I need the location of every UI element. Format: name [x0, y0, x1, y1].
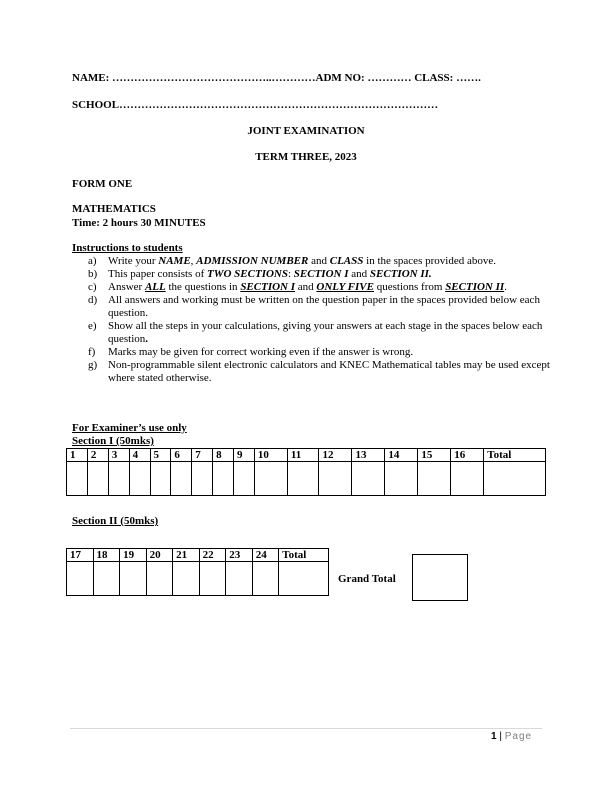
page-word: Page	[504, 731, 533, 742]
section1-score-cell[interactable]	[67, 462, 88, 496]
instruction-text: Show all the steps in your calculations, giving your answers at each stage in the spaces below each question	[108, 320, 543, 345]
exam-title: JOINT EXAMINATION	[247, 125, 365, 137]
section1-label: Section I (50mks)	[72, 435, 154, 447]
section2-header-cell: 22	[199, 549, 226, 562]
section2-header-cell: 23	[226, 549, 253, 562]
section1-header-cell: 13	[352, 449, 385, 462]
section2-score-cell[interactable]	[146, 562, 173, 596]
instruction-marker: a)	[88, 255, 97, 267]
instruction-item	[88, 320, 558, 346]
section2-score-cell[interactable]	[199, 562, 226, 596]
examiner-heading: For Examiner’s use only	[72, 422, 187, 434]
section1-header-cell: 9	[234, 449, 255, 462]
instructions-list	[88, 255, 558, 385]
section2-header-cell: 18	[93, 549, 120, 562]
instruction-text: .	[504, 281, 507, 293]
instruction-text: ADMISSION NUMBER	[196, 255, 309, 267]
section1-score-table	[66, 448, 546, 496]
term-title: TERM THREE, 2023	[255, 151, 357, 163]
section1-header-cell: 7	[192, 449, 213, 462]
section1-header-cell: 10	[254, 449, 287, 462]
name-adm-class-line: NAME: ……………………………………..…………ADM NO: ………… CLASS: …….	[72, 72, 481, 84]
instruction-marker: c)	[88, 281, 97, 293]
instruction-marker: f)	[88, 346, 96, 358]
section1-header-cell: 16	[451, 449, 484, 462]
instruction-text: This paper consists of	[108, 268, 207, 280]
school-line: SCHOOL……………………………………………………………………………	[72, 99, 439, 111]
section1-score-cell[interactable]	[254, 462, 287, 496]
instruction-text: .	[145, 333, 149, 345]
instruction-marker: b)	[88, 268, 98, 280]
section2-score-cell[interactable]	[93, 562, 120, 596]
instruction-text: Answer	[108, 281, 145, 293]
section1-score-cell[interactable]	[87, 462, 108, 496]
section1-header-cell: 6	[171, 449, 192, 462]
section1-header-cell: Total	[484, 449, 546, 462]
section2-score-cell[interactable]	[120, 562, 147, 596]
section2-score-cell[interactable]	[252, 562, 279, 596]
instruction-text: All answers and working must be written on the question paper in the spaces provided below each question.	[108, 294, 540, 319]
section1-header-cell: 3	[108, 449, 129, 462]
section2-score-cell[interactable]	[67, 562, 94, 596]
grand-total-box[interactable]	[412, 554, 468, 601]
section2-header-cell: 17	[67, 549, 94, 562]
section1-header-cell: 8	[213, 449, 234, 462]
section1-score-cell[interactable]	[287, 462, 319, 496]
instruction-item	[88, 268, 558, 281]
instruction-text: ALL	[144, 281, 166, 293]
instruction-text: ,	[190, 255, 197, 267]
instruction-text: SECTION I	[293, 268, 349, 280]
section2-header-cell: Total	[279, 549, 329, 562]
grand-total-label: Grand Total	[338, 573, 396, 585]
time-label: Time: 2 hours 30 MINUTES	[72, 217, 206, 229]
instruction-text: TWO SECTIONS	[206, 268, 288, 280]
section1-score-cell[interactable]	[192, 462, 213, 496]
section1-header-cell: 12	[319, 449, 352, 462]
section1-score-cell[interactable]	[451, 462, 484, 496]
section2-score-table	[66, 548, 329, 596]
instruction-text: Write your	[108, 255, 159, 267]
instruction-marker: e)	[88, 320, 97, 332]
section1-score-cell[interactable]	[418, 462, 451, 496]
section1-score-cell[interactable]	[319, 462, 352, 496]
section1-score-cell[interactable]	[385, 462, 418, 496]
section1-score-cell[interactable]	[234, 462, 255, 496]
section2-score-cell[interactable]	[226, 562, 253, 596]
instructions-heading: Instructions to students	[72, 242, 183, 254]
form-label: FORM ONE	[72, 178, 133, 190]
section2-label: Section II (50mks)	[72, 515, 159, 527]
page-number: 1	[491, 731, 497, 742]
section1-score-cell[interactable]	[484, 462, 546, 496]
instruction-item	[88, 294, 558, 320]
instruction-item	[88, 281, 558, 294]
instruction-text: ONLY FIVE	[316, 281, 374, 293]
instruction-text: SECTION II.	[369, 268, 432, 280]
instruction-text: and	[308, 255, 330, 267]
section1-score-cell[interactable]	[352, 462, 385, 496]
section1-header-cell: 11	[287, 449, 319, 462]
section2-header-cell: 20	[146, 549, 173, 562]
instruction-item	[88, 255, 558, 268]
instruction-item	[88, 359, 558, 385]
page-separator: |	[496, 731, 505, 742]
instruction-text: SECTION II	[445, 281, 505, 293]
section1-score-cell[interactable]	[213, 462, 234, 496]
instruction-marker: d)	[88, 294, 98, 306]
section2-header-cell: 21	[173, 549, 200, 562]
instruction-marker: g)	[88, 359, 98, 371]
instruction-text: the questions in	[165, 281, 241, 293]
footer-rule	[70, 728, 542, 729]
section1-score-cell[interactable]	[171, 462, 192, 496]
page-footer	[491, 731, 532, 742]
instruction-text: SECTION I	[240, 281, 296, 293]
instruction-text: Non-programmable silent electronic calculators and KNEC Mathematical tables may be used except where stated otherwise.	[108, 359, 550, 384]
section2-score-cell[interactable]	[173, 562, 200, 596]
section1-score-cell[interactable]	[108, 462, 129, 496]
instruction-text: and	[295, 281, 317, 293]
instruction-text: Marks may be given for correct working even if the answer is wrong.	[108, 346, 414, 358]
instruction-item	[88, 346, 558, 359]
section1-header-cell: 15	[418, 449, 451, 462]
subject-label: MATHEMATICS	[72, 203, 156, 215]
instruction-text: CLASS	[329, 255, 364, 267]
instruction-text: questions from	[373, 281, 446, 293]
instruction-text: in the spaces provided above.	[363, 255, 496, 267]
section1-score-cell[interactable]	[150, 462, 171, 496]
section1-header-cell: 14	[385, 449, 418, 462]
section2-score-cell[interactable]	[279, 562, 329, 596]
section1-header-cell: 5	[150, 449, 171, 462]
section1-header-cell: 1	[67, 449, 88, 462]
section1-header-cell: 2	[87, 449, 108, 462]
section1-header-cell: 4	[129, 449, 150, 462]
instruction-text: and	[348, 268, 370, 280]
instruction-text: NAME	[158, 255, 191, 267]
instruction-text: :	[287, 268, 294, 280]
section2-header-cell: 19	[120, 549, 147, 562]
section2-header-cell: 24	[252, 549, 279, 562]
section1-score-cell[interactable]	[129, 462, 150, 496]
